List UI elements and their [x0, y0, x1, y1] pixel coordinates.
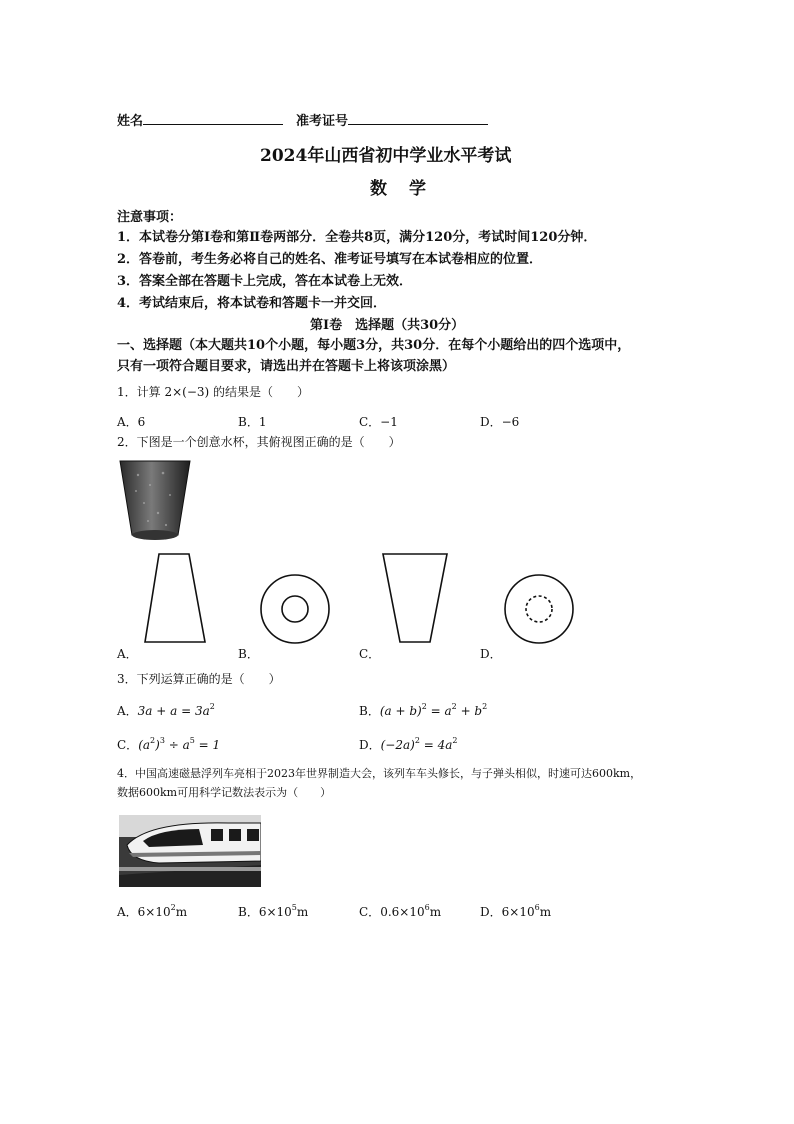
- notice-item-1: 1．本试卷分第Ⅰ卷和第Ⅱ卷两部分．全卷共8页，满分120分，考试时间120分钟．: [117, 230, 597, 245]
- notice-item-2: 2．答卷前，考生务必将自己的姓名、准考证号填写在本试卷相应的位置．: [117, 252, 543, 267]
- q1-stem: 1．计算 2×(−3) 的结果是（ ）: [117, 385, 310, 399]
- q2-option-d-label[interactable]: D．: [480, 647, 502, 661]
- q3-option-a[interactable]: A．$3a + a = 3a^2$: [117, 702, 215, 718]
- q2-stem: 2．下图是一个创意水杯，其俯视图正确的是（ ）: [117, 435, 401, 449]
- q2-figure-b-concentric-solid[interactable]: [258, 572, 334, 648]
- q4-stem-line1: 4．中国高速磁悬浮列车亮相于2023年世界制造大会，该列车车头修长，与子弹头相似，时速可达600km，: [117, 767, 642, 780]
- name-field[interactable]: [117, 110, 283, 129]
- q3-option-b[interactable]: B．$(a + b)^2 = a^2 + b^2$: [359, 702, 488, 718]
- q2-option-c-label[interactable]: C．: [359, 647, 381, 661]
- q2-option-b-label[interactable]: B．: [238, 647, 259, 661]
- q2-figure-a-trapezoid[interactable]: [142, 550, 222, 650]
- q1-option-d[interactable]: D．−6: [480, 415, 520, 429]
- subject-title: 数学: [370, 179, 448, 199]
- id-label: 准考证号: [296, 114, 349, 129]
- q3-option-c[interactable]: C．$(a^2)^3 \div a^5 = 1$: [117, 736, 221, 752]
- q4-option-c[interactable]: C．$0.6\times 10^6m$: [359, 903, 442, 919]
- q4-option-a[interactable]: A．$6\times 10^2m$: [117, 903, 188, 919]
- q3-stem: 3．下列运算正确的是（ ）: [117, 672, 281, 686]
- maglev-train-image: [119, 815, 261, 887]
- q1-option-b[interactable]: B．1: [238, 415, 267, 429]
- q1-option-c[interactable]: C．−1: [359, 415, 398, 429]
- section-title: 第Ⅰ卷 选择题（共30分）: [310, 318, 465, 333]
- q2-figure-d-concentric-dashed[interactable]: [502, 572, 578, 648]
- q4-option-b[interactable]: B．$6\times 10^5m$: [238, 903, 309, 919]
- creative-cup-image: [118, 455, 198, 545]
- q4-stem-line2: 数据600km可用科学记数法表示为（ ）: [117, 786, 332, 799]
- q4-option-d[interactable]: D．$6\times 10^6m$: [480, 903, 552, 919]
- q3-option-d[interactable]: D．$(-2a)^2 = 4a^2$: [359, 736, 458, 752]
- notice-item-4: 4．考试结束后，将本试卷和答题卡一并交回．: [117, 296, 387, 311]
- name-label: 姓名: [117, 114, 144, 129]
- section-intro-line1: 一、选择题（本大题共10个小题，每小题3分，共30分．在每个小题给出的四个选项中，: [117, 338, 631, 353]
- q2-option-a-label[interactable]: A．: [117, 647, 138, 661]
- q1-option-a[interactable]: A．6: [117, 415, 146, 429]
- notice-item-3: 3．答案全部在答题卡上完成，答在本试卷上无效．: [117, 274, 413, 289]
- exam-title: 2024年山西省初中学业水平考试: [260, 146, 512, 166]
- section-intro-line2: 只有一项符合题目要求，请选出并在答题卡上将该项涂黑）: [117, 359, 456, 374]
- id-field[interactable]: [296, 110, 488, 129]
- q2-figure-c-inverted-trapezoid[interactable]: [378, 550, 458, 650]
- id-blank[interactable]: [348, 112, 488, 125]
- notice-heading: 注意事项：: [117, 210, 183, 225]
- name-blank[interactable]: [143, 112, 283, 125]
